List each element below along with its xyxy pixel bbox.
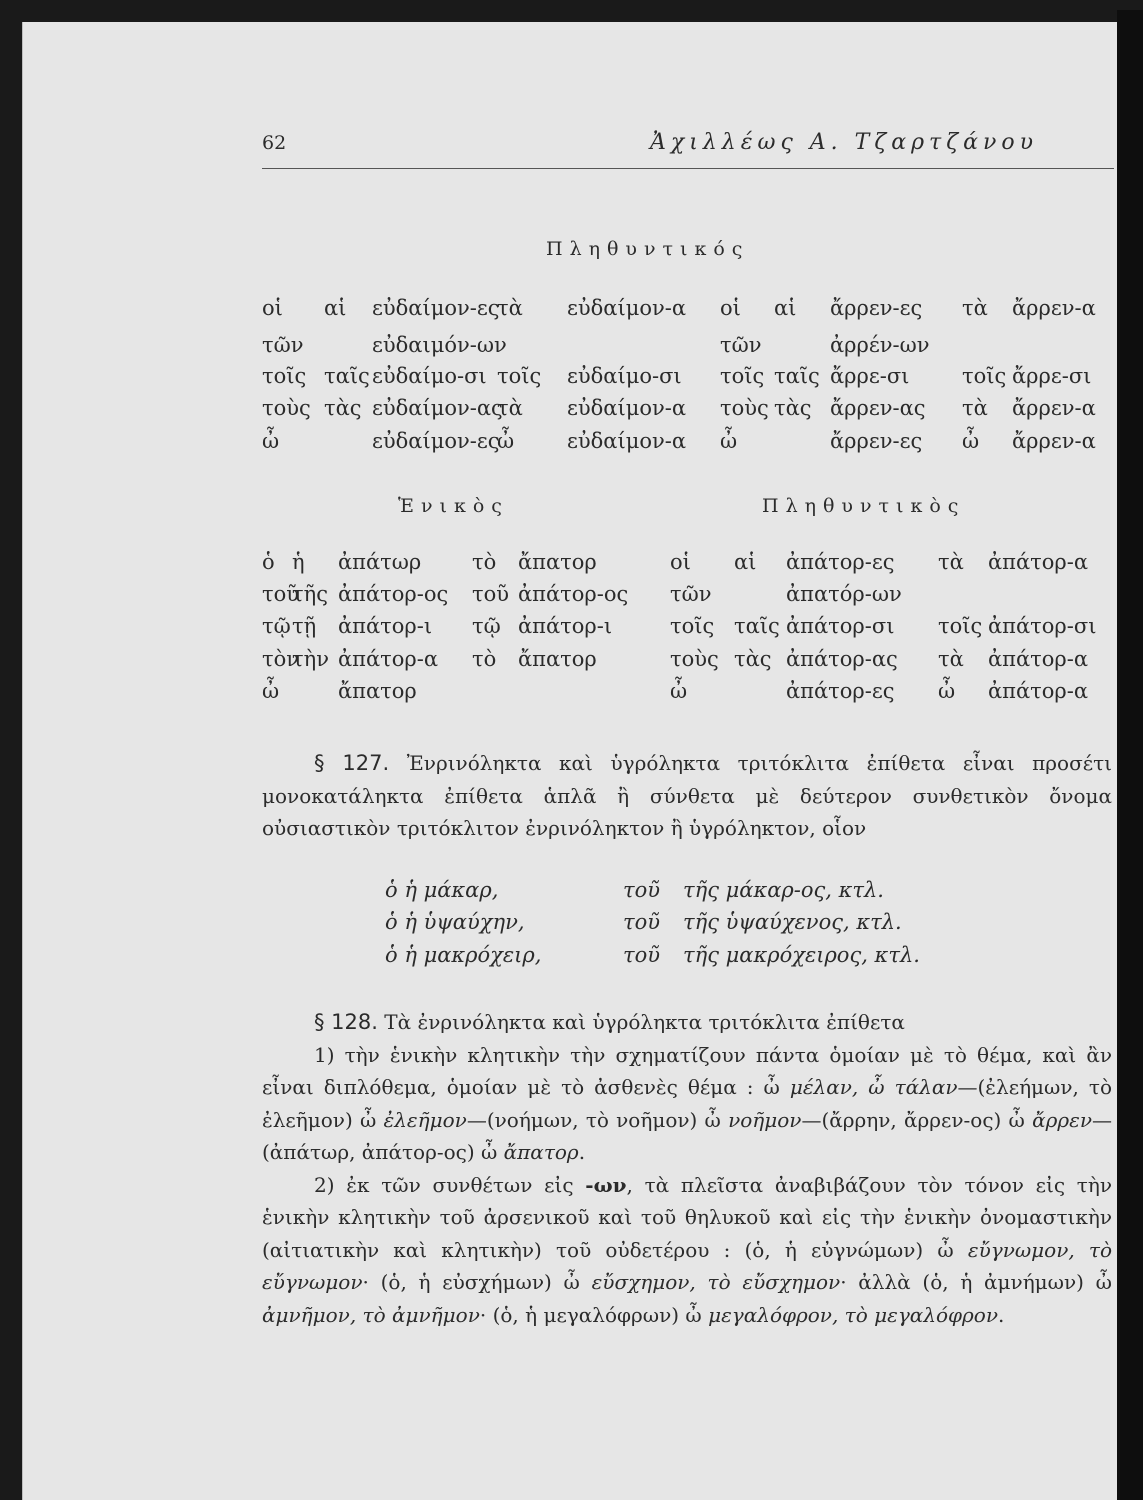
table2-heading-singular: Ἑνικὸς: [398, 495, 509, 517]
example-1-gen: τῆς μάκαρ-ος, κτλ.: [683, 878, 884, 902]
table2-cell: ὁ: [262, 550, 275, 574]
table1-cell: εὐδαίμον-ας: [372, 396, 503, 420]
page-number: 62: [262, 132, 287, 154]
table1-cell: τοῖς: [962, 364, 1007, 388]
table1-cell: τῶν: [262, 333, 304, 357]
table2-cell: τὸ: [472, 647, 497, 671]
section-128-item-2: [262, 1169, 1112, 1332]
item1-example: νοῆμον: [728, 1107, 802, 1132]
item2-example: ἀμνῆμον, τὸ ἀμνῆμον: [262, 1302, 480, 1327]
table2-cell: τὸ: [472, 550, 497, 574]
example-3-art: τοῦ: [623, 943, 661, 967]
table2-cell: ὦ: [938, 679, 956, 703]
table2-row: [262, 647, 1114, 677]
table1-cell: τὰ: [497, 396, 523, 420]
table2-cell: ἀπάτορ-ες: [786, 679, 895, 703]
table2-cell: ἀπατόρ-ων: [786, 582, 902, 606]
example-2-art: τοῦ: [623, 910, 661, 934]
table1-cell: τὰ: [962, 396, 988, 420]
item2-text: .: [998, 1302, 1005, 1327]
table1-cell: ταῖς: [324, 364, 370, 388]
table1-cell: ὦ: [497, 429, 515, 453]
table2-cell: ἀπάτορ-ι: [338, 614, 433, 638]
table2-row: [262, 550, 1114, 580]
table1-cell: ἄρρε-σι: [830, 364, 910, 388]
table1-cell: τοὺς: [262, 396, 311, 420]
table1-cell: ἄρρεν-ας: [830, 396, 926, 420]
table1-cell: αἱ: [774, 296, 797, 320]
table1-cell: οἱ: [262, 296, 283, 320]
table1-cell: ταῖς: [774, 364, 820, 388]
item2-example: μεγαλόφρον, τὸ μεγαλόφρον: [708, 1302, 998, 1327]
table2-cell: τῆς: [292, 582, 328, 606]
table2-cell: τοῖς: [938, 614, 983, 638]
table2-cell: τὰς: [734, 647, 772, 671]
item1-text: —(νοήμων, τὸ νοῆμον) ὦ: [466, 1107, 729, 1132]
table2-cell: ἀπάτορ-α: [988, 550, 1089, 574]
section-128-item-1: [262, 1039, 1112, 1169]
table2-cell: ἀπάτορ-ες: [786, 550, 895, 574]
table1-cell: ὦ: [262, 429, 280, 453]
item2-text: · (ὁ, ἡ εὐσχήμων) ὦ: [362, 1270, 592, 1294]
table1-cell: ἄρρεν-ες: [830, 429, 923, 453]
table1-cell: εὐδαίμο-σι: [372, 364, 487, 388]
table1-cell: τὰς: [324, 396, 362, 420]
table2-row: [262, 679, 1114, 709]
section-127-text: Ἐνρινόληκτα καὶ ὑγρόληκτα τριτόκλιτα ἐπίθετα εἶναι προσέτι μονοκατάληκτα ἐπίθετα ἁπλᾶ ἢ σύνθετα μὲ δεύτερον συνθετικὸν ὄνομα οὐσιαστικὸν τριτόκλιτον ἐνρινόληκτον ἢ ὑγρόληκτον, οἷον: [262, 751, 1113, 840]
section-128-number: § 128.: [314, 1010, 378, 1034]
table1-cell: εὐδαίμον-α: [567, 429, 687, 453]
table1-cell: ἄρρεν-α: [1012, 296, 1096, 320]
example-3-nom: ὁ ἡ μακρόχειρ,: [385, 943, 542, 967]
scan-border: [1117, 10, 1143, 1500]
table1-cell: ὦ: [720, 429, 738, 453]
table1-row: [262, 333, 1114, 363]
example-1-nom: ὁ ἡ μάκαρ,: [385, 878, 499, 902]
item1-text: .: [578, 1140, 586, 1164]
section-128: [262, 1006, 1112, 1331]
table2-cell: ἀπάτορ-ος: [338, 582, 449, 606]
item2-text: · (ὁ, ἡ μεγαλόφρων) ὦ: [479, 1302, 709, 1327]
table2-cell: ἀπάτορ-α: [988, 647, 1089, 671]
item2-example: εὔσχημον, τὸ εὔσχημον: [591, 1270, 841, 1294]
table2-cell: τῇ: [292, 614, 317, 638]
table2-cell: τοὺς: [670, 647, 719, 671]
table2-cell: τοῦ: [472, 582, 510, 606]
table1-cell: ἄρρεν-α: [1012, 429, 1096, 453]
table2-cell: ὦ: [670, 679, 688, 703]
table2-cell: ἀπάτορ-α: [338, 647, 439, 671]
table1-cell: εὐδαίμον-ες: [372, 429, 500, 453]
section-127-number: § 127.: [314, 751, 390, 775]
section-127: [262, 747, 1112, 845]
table1-cell: ἄρρεν-α: [1012, 396, 1096, 420]
table1-cell: αἱ: [324, 296, 347, 320]
item2-text: · ἀλλὰ (ὁ, ἡ ἀμνήμων) ὦ: [840, 1270, 1112, 1294]
table2-cell: ἀπάτορ-σι: [786, 614, 895, 638]
table1-cell: ἀρρέν-ων: [830, 333, 930, 357]
table2-cell: τὴν: [292, 647, 329, 671]
example-2-nom: ὁ ἡ ὑψαύχην,: [385, 910, 525, 934]
item1-example: ἄρρεν: [1032, 1107, 1092, 1132]
item1-text: 1) τὴν ἑνικὴν κλητικὴν τὴν σχηματίζουν πάντα ὁμοίαν μὲ τὸ θέμα, καὶ ἂν εἶναι διπλόθεμα, ὁμοίαν μὲ τὸ ἀσθενὲς θέμα : ὦ: [262, 1042, 1112, 1099]
table1-cell: οἱ: [720, 296, 741, 320]
table2-heading-plural: Πληθυντικὸς: [762, 495, 966, 517]
table2-cell: τὸν: [262, 647, 300, 671]
table2-cell: ταῖς: [734, 614, 780, 638]
table2-cell: οἱ: [670, 550, 691, 574]
table1-cell: τὰ: [497, 296, 523, 320]
table1-row: [262, 429, 1114, 459]
item1-example: ἄπατορ: [503, 1140, 579, 1164]
table2-row: [262, 582, 1114, 612]
item2-text: , τὰ πλεῖστα ἀναβιβάζουν τὸν τόνον εἰς τὴν ἑνικὴν κλητικὴν τοῦ ἀρσενικοῦ καὶ τοῦ θηλυκοῦ καὶ εἰς τὴν ἑνικὴν ὀνομαστικὴν (αἰτιατικὴν καὶ κλητικὴν) τοῦ οὐδετέρου : (ὁ, ἡ εὐγνώμων) ὦ: [262, 1172, 1113, 1262]
table1-cell: τοὺς: [720, 396, 769, 420]
item1-text: —(ἄρρην, ἄρρεν-ος) ὦ: [801, 1107, 1033, 1132]
table2-cell: τῷ: [472, 614, 501, 638]
header-rule: [262, 168, 1114, 169]
table2-cell: ὦ: [262, 679, 280, 703]
table2-row: [262, 614, 1114, 644]
table1-cell: τῶν: [720, 333, 762, 357]
table2-cell: τοῦ: [262, 582, 300, 606]
table2-cell: ἄπατορ: [518, 550, 597, 574]
table2-cell: ἡ: [292, 550, 305, 574]
table1-cell: ὦ: [962, 429, 980, 453]
table2-cell: ἄπατορ: [518, 647, 597, 671]
item2-text: 2) ἐκ τῶν συνθέτων εἰς: [314, 1172, 586, 1197]
section-128-intro-line: [262, 1006, 1112, 1039]
table2-cell: τὰ: [938, 647, 964, 671]
table2-cell: ἀπάτορ-ας: [786, 647, 898, 671]
table1-cell: ἄρρεν-ες: [830, 296, 923, 320]
table1-cell: τὰς: [774, 396, 812, 420]
example-2-gen: τῆς ὑψαύχενος, κτλ.: [683, 910, 902, 934]
table2-cell: ἀπάτορ-σι: [988, 614, 1097, 638]
table1-cell: εὐδαίμον-α: [567, 296, 687, 320]
example-1-art: τοῦ: [623, 878, 661, 902]
item1-text: —(ἐλεήμων, τὸ ἐλεῆμον) ὦ: [262, 1075, 1112, 1132]
table1-row: [262, 364, 1114, 394]
table2-cell: ἄπατορ: [338, 679, 417, 703]
table1-cell: εὐδαίμον-α: [567, 396, 687, 420]
table2-cell: τὰ: [938, 550, 964, 574]
table1-cell: τοῖς: [262, 364, 307, 388]
table2-cell: τῶν: [670, 582, 712, 606]
table1-heading: Πληθυντικός: [546, 238, 750, 260]
table1-cell: τοῖς: [720, 364, 765, 388]
item1-example: ἐλεῆμον: [383, 1107, 467, 1132]
table1-cell: εὐδαίμον-ες: [372, 296, 500, 320]
table2-cell: ἀπάτορ-α: [988, 679, 1089, 703]
table2-cell: τοῖς: [670, 614, 715, 638]
item2-ending: -ων: [585, 1172, 627, 1197]
running-title: Ἀχιλλέως Α. Τζαρτζάνου: [650, 130, 1038, 155]
item2-example: εὔγνωμον, τὸ εὔγνωμον: [262, 1237, 1112, 1294]
table1-cell: τὰ: [962, 296, 988, 320]
table2-cell: ἀπάτορ-ι: [518, 614, 613, 638]
table2-cell: ἀπάτορ-ος: [518, 582, 629, 606]
table2-cell: αἱ: [734, 550, 757, 574]
section-128-intro: Τὰ ἐνρινόληκτα καὶ ὑγρόληκτα τριτόκλιτα ἐπίθετα: [384, 1010, 905, 1034]
table1-row: [262, 296, 1114, 326]
item1-example: μέλαν, ὦ τάλαν: [789, 1075, 958, 1099]
table2-cell: ἀπάτωρ: [338, 550, 422, 574]
item1-text: —(ἀπάτωρ, ἀπάτορ-ος) ὦ: [262, 1107, 1112, 1164]
example-3-gen: τῆς μακρόχειρος, κτλ.: [683, 943, 920, 967]
table1-cell: εὐδαίμο-σι: [567, 364, 682, 388]
table1-row: [262, 396, 1114, 426]
table1-cell: εὐδαιμόν-ων: [372, 333, 507, 357]
table1-cell: ἄρρε-σι: [1012, 364, 1092, 388]
table1-cell: τοῖς: [497, 364, 542, 388]
table2-cell: τῷ: [262, 614, 291, 638]
